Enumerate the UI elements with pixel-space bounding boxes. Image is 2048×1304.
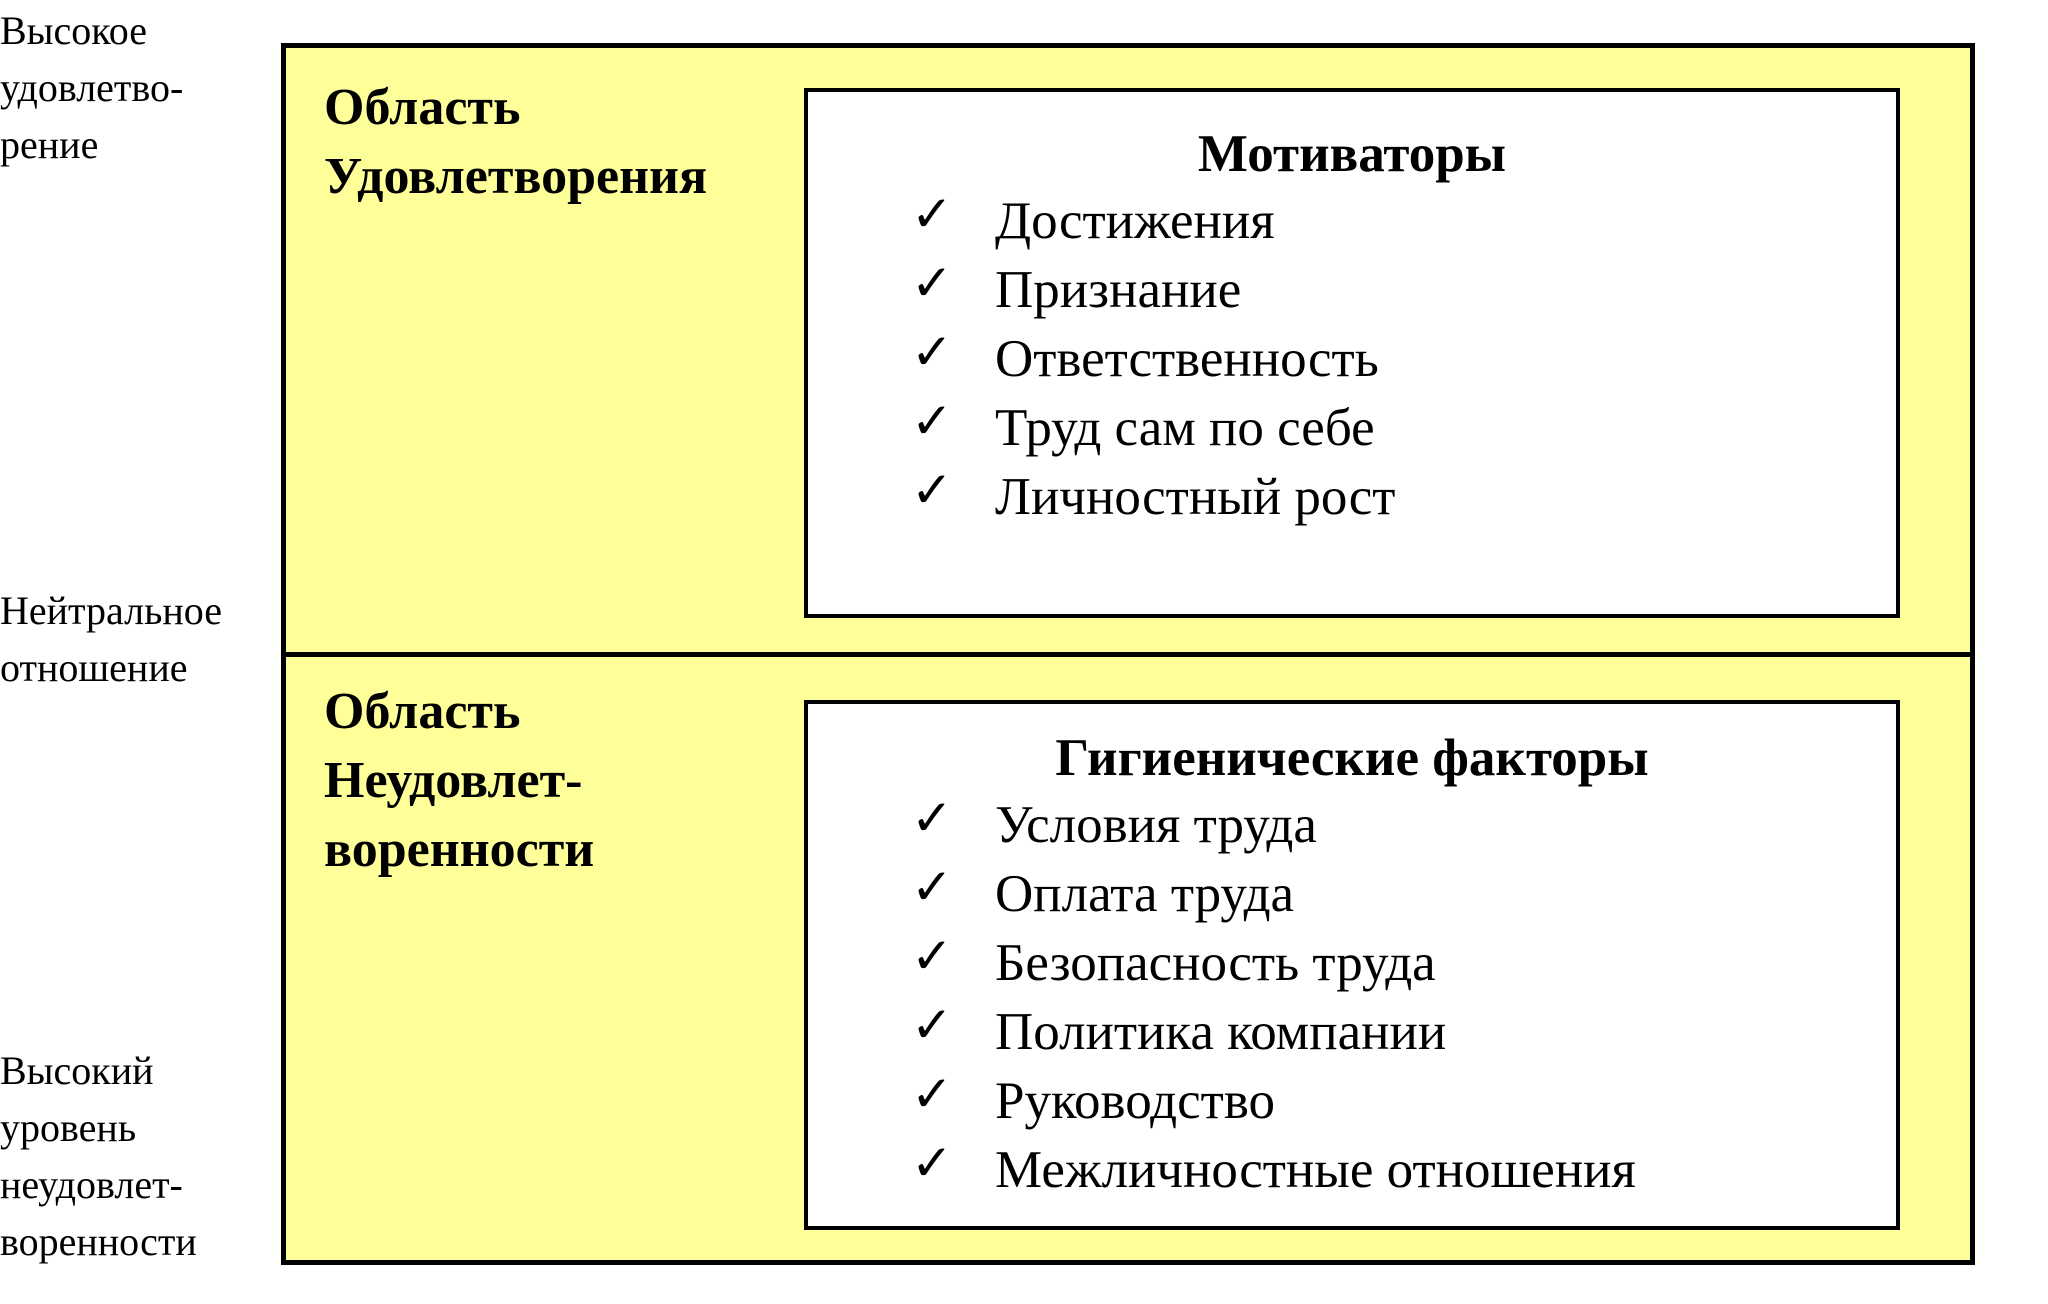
checkmark-icon: ✓ (911, 392, 953, 450)
satisfaction-title-line: Область (324, 79, 521, 136)
axis-label-high (0, 2, 183, 173)
checkmark-icon: ✓ (911, 858, 953, 916)
checkmark-icon: ✓ (911, 461, 953, 519)
satisfaction-zone-title (324, 73, 707, 211)
list-item-label: Ответственность (995, 330, 1379, 388)
satisfaction-title-line: Удовлетворения (324, 148, 708, 205)
axis-high-line: рение (0, 122, 99, 167)
axis-low-line: неудовлет- (0, 1162, 183, 1207)
axis-label-low (0, 1042, 197, 1270)
checkmark-icon: ✓ (911, 1065, 953, 1123)
checkmark-icon: ✓ (911, 323, 953, 381)
list-item-label: Труд сам по себе (995, 399, 1375, 457)
list-item-label: Оплата труда (995, 865, 1295, 923)
axis-high-line: удовлетво- (0, 65, 184, 110)
dissatisfaction-title-line: Область (324, 683, 521, 740)
list-item-label: Условия труда (995, 796, 1317, 854)
list-item-label: Руководство (995, 1072, 1275, 1130)
list-item-label: Признание (995, 261, 1242, 319)
dissatisfaction-title-line: Неудовлет- (324, 752, 583, 809)
checkmark-icon: ✓ (911, 254, 953, 312)
checkmark-icon: ✓ (911, 789, 953, 847)
checkmark-icon: ✓ (911, 996, 953, 1054)
motivators-title: Мотиваторы (1197, 125, 1507, 183)
list-item-label: Достижения (995, 192, 1275, 250)
hygiene-factors-box (804, 700, 1900, 1230)
axis-label-neutral (0, 582, 222, 696)
checkmark-icon: ✓ (911, 185, 953, 243)
axis-neutral-line: Нейтральное (0, 588, 222, 633)
checkmark-icon: ✓ (911, 927, 953, 985)
axis-low-line: воренности (0, 1219, 197, 1264)
dissatisfaction-zone-title (324, 677, 594, 884)
axis-low-line: Высокий (0, 1048, 154, 1093)
satisfaction-zone (281, 43, 1975, 660)
axis-neutral-line: отношение (0, 645, 188, 690)
list-item-label: Личностный рост (995, 468, 1396, 526)
list-item-label: Межличностные отношения (995, 1141, 1636, 1199)
dissatisfaction-title-line: воренности (324, 821, 595, 878)
motivators-box (804, 88, 1900, 618)
list-item-label: Политика компании (995, 1003, 1447, 1061)
axis-high-line: Высокое (0, 8, 147, 53)
axis-low-line: уровень (0, 1105, 137, 1150)
hygiene-factors-title: Гигиенические факторы (1055, 729, 1649, 787)
dissatisfaction-zone (281, 652, 1975, 1265)
checkmark-icon: ✓ (911, 1134, 953, 1192)
list-item-label: Безопасность труда (995, 934, 1436, 992)
